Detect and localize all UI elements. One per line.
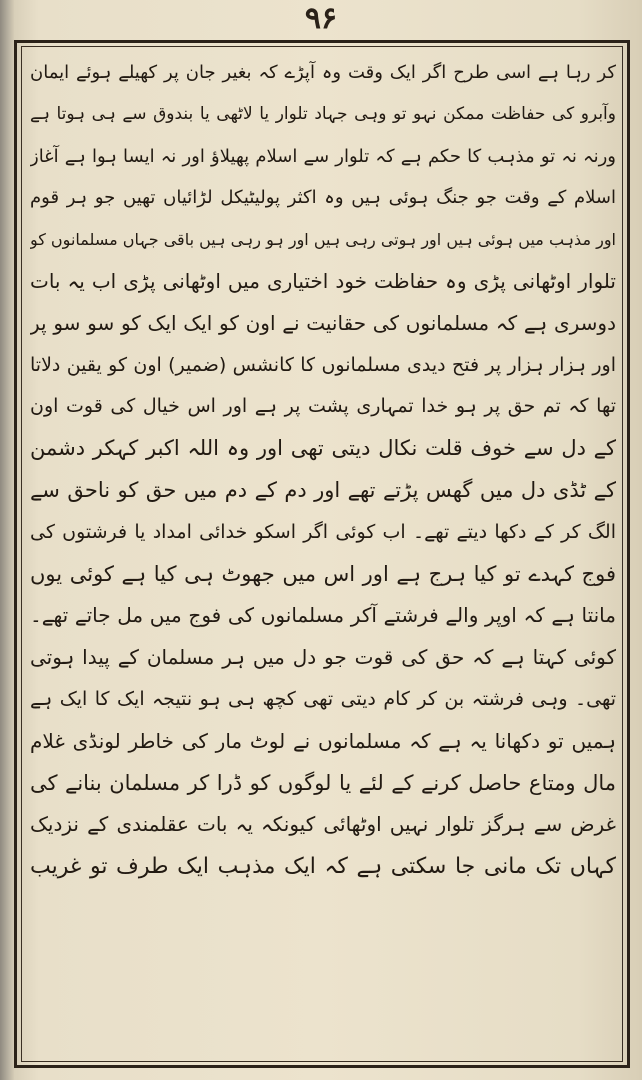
body-text — [30, 52, 616, 1056]
text-line: غرض سے ہرگز تلوار نہیں اوٹھائی کیونکہ یہ بات عقلمندی کے نزدیک — [30, 812, 616, 837]
text-line: کر رہا ہے اسی طرح اگر ایک وقت وہ آپڑے کہ بغیر جان پر کھیلے ہوئے ایمان — [30, 62, 616, 83]
text-line: ورنہ نہ تو مذہب کا حکم ہے کہ تلوار سے اسلام پھیلاؤ اور نہ ایسا ہوا ہے آغاز — [30, 145, 616, 167]
text-line: اور مذہب میں ہوئی ہیں اور ہوتی رہی ہیں اور ہو رہی ہیں باقی جہاں مسلمانوں کو — [30, 230, 616, 250]
text-line: تلوار اوٹھانی پڑی وہ حفاظت خود اختیاری میں اوٹھانی پڑی اب یہ بات — [30, 268, 616, 293]
text-line: وآبرو کی حفاظت ممکن نہو تو وہی جہاد تلوار یا لاٹھی یا بندوق سے ہی ہوتا ہے — [30, 103, 616, 124]
text-line: تھا کہ تم حق پر ہو خدا تمہاری پشت پر ہے اور اس خیال کی قوت اون — [30, 395, 616, 418]
text-line: دوسری ہے کہ مسلمانوں کی حقانیت نے اون کو ایک ایک کو سو سو پر — [30, 310, 616, 335]
text-line: کے ٹڈی دل میں گھس پڑتے تھے اور دم کے دم میں حق کو ناحق سے — [30, 477, 616, 502]
binding-gutter — [0, 0, 14, 1080]
text-line: اسلام کے وقت جو جنگ ہوئی ہیں وہ اکثر پولیٹیکل لڑائیاں تھیں جو ہر قوم — [30, 187, 616, 209]
text-line: تھی۔ وہی فرشتہ بن کر کام دیتی تھی کچھ ہی ہو نتیجہ ایک کا ایک ہے — [30, 687, 616, 710]
text-line: کوئی کہتا ہے کہ حق کی قوت جو دل میں ہر مسلمان کے پیدا ہوتی — [30, 645, 616, 670]
text-line: کہاں تک مانی جا سکتی ہے کہ ایک مذہب ایک طرف تو غریب — [30, 854, 616, 880]
page-number: ۹۶ — [304, 1, 338, 36]
text-line: ہمیں تو دکھانا یہ ہے کہ مسلمانوں نے لوٹ مار کی خاطر لونڈی غلام — [30, 728, 616, 753]
text-line: مانتا ہے کہ اوپر والے فرشتے آکر مسلمانوں کی فوج میں مل جاتے تھے۔ — [30, 603, 616, 628]
text-line: اور ہزار ہزار پر فتح دیدی مسلمانوں کا کانشس (ضمیر) اون کو یقین دلاتا — [30, 353, 616, 376]
text-line: کے دل سے خوف قلت نکال دیتی تھی اور وہ اللہ اکبر کہکر دشمن — [30, 436, 616, 461]
text-line: مال ومتاع حاصل کرنے کے لئے یا لوگوں کو ڈرا کر مسلمان بنانے کی — [30, 770, 616, 795]
text-line: الگ کر کے دکھا دیتے تھے۔ اب کوئی اگر اسکو خدائی امداد یا فرشتوں کی — [30, 520, 616, 543]
text-line: فوج کہدے تو کیا ہرج ہے اور اس میں جھوٹ ہی کیا ہے کوئی یوں — [30, 561, 616, 586]
